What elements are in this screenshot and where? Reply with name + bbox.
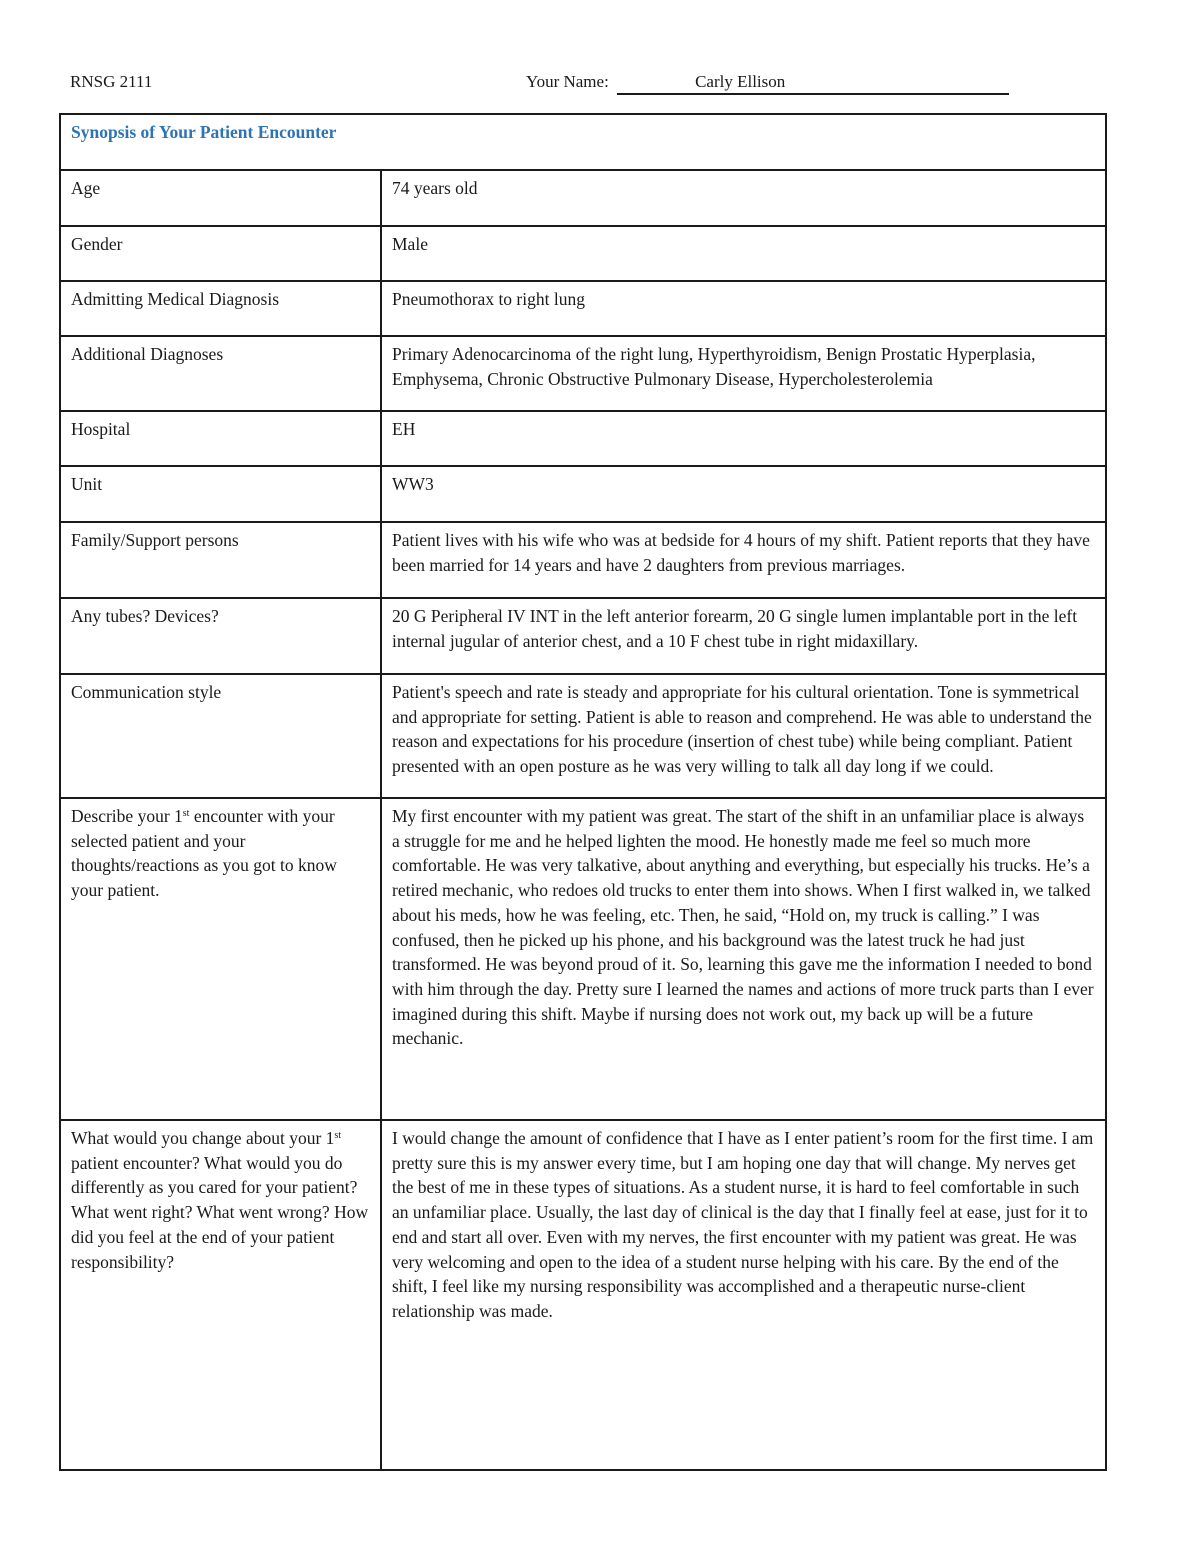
table-row xyxy=(60,411,1106,466)
name-label: Your Name: xyxy=(526,72,609,91)
table-row xyxy=(60,674,1106,798)
table-row xyxy=(60,522,1106,598)
question-text: encounter with your selected patient and your thoughts/reactions as you got to know your patient. xyxy=(71,806,337,901)
change-answer: I would change the amount of confidence that I have as I enter patient’s room for the first time. I am pretty sure this is my answer every time, but I am hoping one day that will change. My nerves get the best of me in these types of situations. As a student nurse, it is hard to feel comfortable in such an unfamiliar place. Usually, the last day of clinical is the day that I finally feel at ease, just for it to end and start all over. Even with my nerves, the first encounter with my patient was great. He was very welcoming and open to the idea of a student nurse helping with his care. By the end of the shift, I feel like my nursing responsibility was accomplished and a therapeutic nurse-client relationship was made. xyxy=(381,1120,1106,1470)
row-label: Unit xyxy=(60,466,381,522)
row-value: Patient's speech and rate is steady and appropriate for his cultural orientation. Tone is symmetrical and appropriate for setting. Patient is able to reason and comprehend. He was able to understand the reason and expectations for his procedure (insertion of chest tube) while being compliant. Patient presented with an open posture as he was very willing to talk all day long if we could. xyxy=(381,674,1106,798)
student-name-field xyxy=(526,72,1009,95)
table-row xyxy=(60,598,1106,674)
row-value: 74 years old xyxy=(381,170,1106,226)
encounter-question xyxy=(60,798,381,1120)
question-text: What would you change about your 1 xyxy=(71,1128,335,1148)
name-value: Carly Ellison xyxy=(695,72,786,91)
name-underline xyxy=(617,72,1009,95)
row-value: Patient lives with his wife who was at bedside for 4 hours of my shift. Patient reports that they have been married for 14 years and have 2 daughters from previous marriages. xyxy=(381,522,1106,598)
row-label: Age xyxy=(60,170,381,226)
row-label: Communication style xyxy=(60,674,381,798)
form-title-cell xyxy=(60,114,1106,170)
row-label: Admitting Medical Diagnosis xyxy=(60,281,381,336)
row-label: Gender xyxy=(60,226,381,281)
question-text: Describe your 1 xyxy=(71,806,183,826)
document-header xyxy=(70,72,1030,98)
patient-encounter-form xyxy=(59,113,1107,1471)
row-value: Pneumothorax to right lung xyxy=(381,281,1106,336)
table-row xyxy=(60,798,1106,1120)
table-row xyxy=(60,1120,1106,1470)
table-row xyxy=(60,281,1106,336)
question-text: patient encounter? What would you do differently as you cared for your patient? What went right? What went wrong? How did you feel at the end of your patient responsibility? xyxy=(71,1152,369,1272)
ordinal-suffix: st xyxy=(182,808,190,819)
row-value: Male xyxy=(381,226,1106,281)
row-value: EH xyxy=(381,411,1106,466)
encounter-answer: My first encounter with my patient was great. The start of the shift in an unfamiliar place is always a struggle for me and he helped lighten the mood. He honestly made me feel so much more comfortable. He was very talkative, about anything and everything, but especially his trucks. He’s a retired mechanic, who redoes old trucks to enter them into shows. When I first walked in, we talked about his meds, how he was feeling, etc. Then, he said, “Hold on, my truck is calling.” I was confused, then he picked up his phone, and his background was the latest truck he had just transformed. He was beyond proud of it. So, learning this gave me the information I needed to bond with him through the day. Pretty sure I learned the names and actions of more truck parts than I ever imagined during this shift. Maybe if nursing does not work out, my back up will be a future mechanic. xyxy=(381,798,1106,1120)
row-label: Additional Diagnoses xyxy=(60,336,381,411)
row-label: Family/Support persons xyxy=(60,522,381,598)
row-value: Primary Adenocarcinoma of the right lung, Hyperthyroidism, Benign Prostatic Hyperplasia, Emphysema, Chronic Obstructive Pulmonary Disease, Hypercholesterolemia xyxy=(381,336,1106,411)
form-title-row xyxy=(60,114,1106,170)
ordinal-suffix: st xyxy=(334,1130,342,1141)
change-question xyxy=(60,1120,381,1470)
table-row xyxy=(60,336,1106,411)
table-row xyxy=(60,170,1106,226)
table-row xyxy=(60,466,1106,522)
form-title: Synopsis of Your Patient Encounter xyxy=(71,122,337,142)
row-value: 20 G Peripheral IV INT in the left anterior forearm, 20 G single lumen implantable port in the left internal jugular of anterior chest, and a 10 F chest tube in right midaxillary. xyxy=(381,598,1106,674)
table-row xyxy=(60,226,1106,281)
row-value: WW3 xyxy=(381,466,1106,522)
row-label: Hospital xyxy=(60,411,381,466)
row-label: Any tubes? Devices? xyxy=(60,598,381,674)
course-code: RNSG 2111 xyxy=(70,72,153,91)
